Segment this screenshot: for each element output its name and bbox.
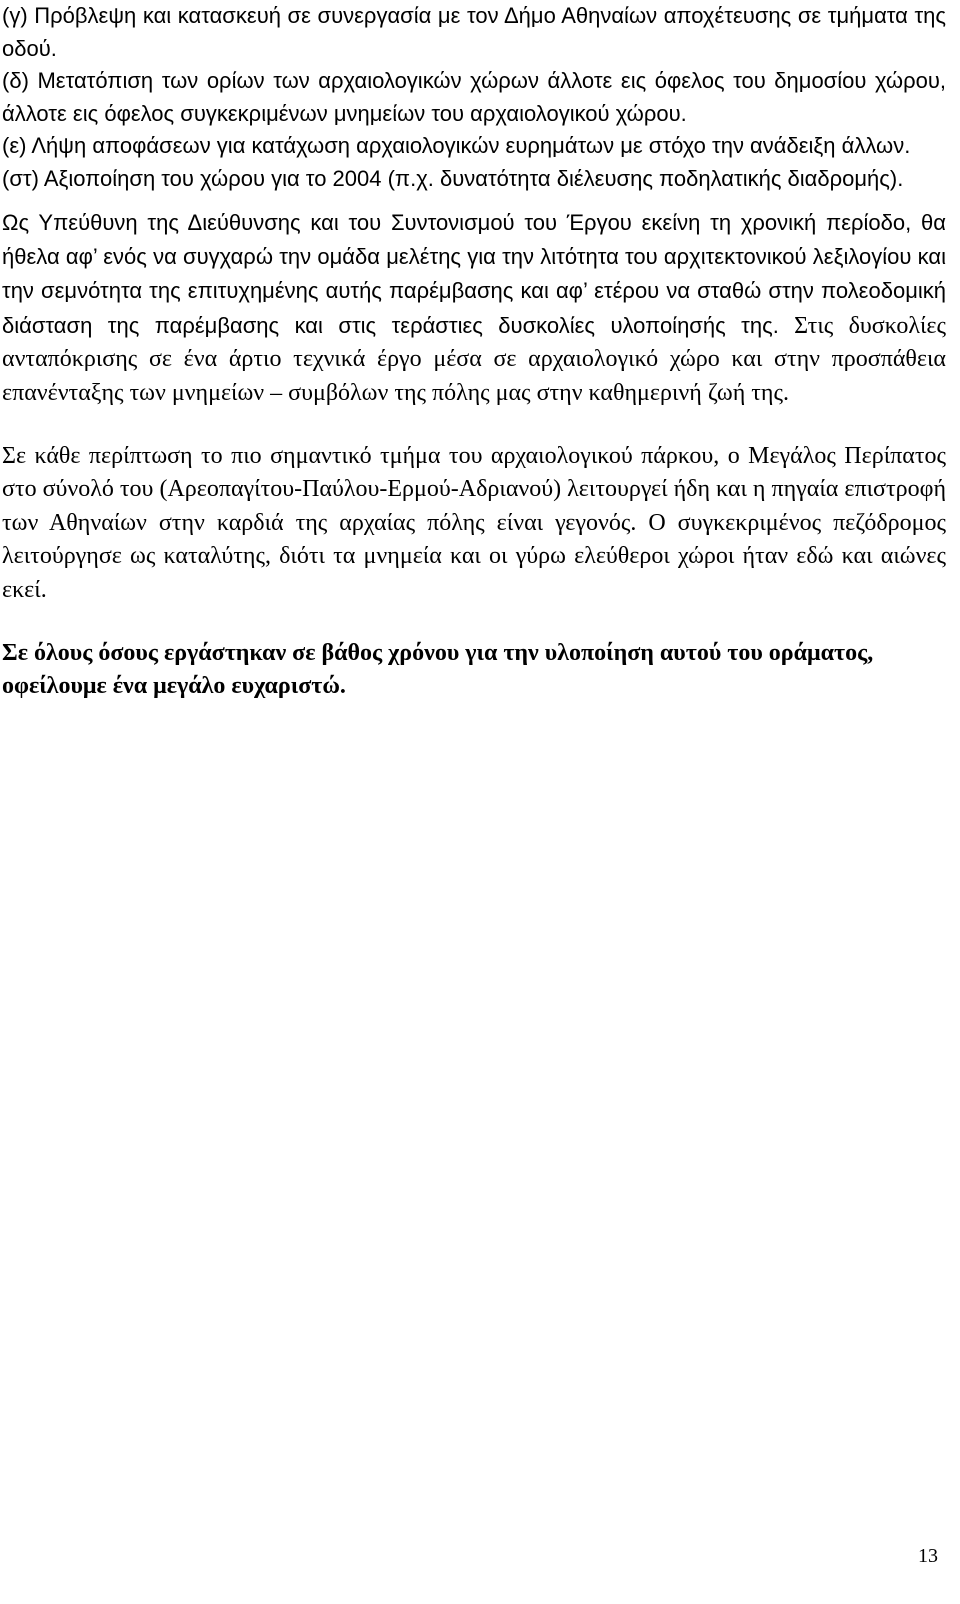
paragraph-acknowledgement: Σε όλους όσους εργάστηκαν σε βάθος χρόνου για την υλοποίηση αυτού του οράματος, οφείλουμε ένα μεγάλο ευχαριστώ. [2, 640, 874, 700]
page-content [0, 0, 946, 704]
paragraph-director-statement-part2: Στις δυσκολίες ανταπόκρισης σε ένα άρτιο τεχνικά έργο μέσα σε αρχαιολογικό χώρο και στην προσπάθεια επανένταξης των μνημείων – συμβόλων της πόλης μας στην καθημερινή ζωή της. [2, 312, 946, 406]
list-item-delta: (δ) Μετατόπιση των ορίων των αρχαιολογικών χώρων άλλοτε εις όφελος του δημοσίου χώρου, άλλοτε εις όφελος συγκεκριμένων μνημείων του αρχαιολογικού χώρου. [2, 68, 946, 126]
paragraph-grand-promenade: Σε κάθε περίπτωση το πιο σημαντικό τμήμα του αρχαιολογικού πάρκου, ο Μεγάλος Περίπατος στο σύνολό του (Αρεοπαγίτου-Παύλου-Ερμού-Αδριανού) λειτουργεί ήδη και η πηγαία επιστροφή των Αθηναίων στην καρδιά της αρχαίας πόλης είναι γεγονός. Ο συγκεκριμένος πεζόδρομος λειτούργησε ως καταλύτης, διότι τα μνημεία και οι γύρω ελεύθεροι χώροι ήταν εδώ και αιώνες εκεί. [2, 443, 946, 603]
measures-list [2, 0, 946, 196]
paragraph-director-statement-part1: Ως Υπεύθυνη της Διεύθυνσης και του Συντονισμού του Έργου εκείνη τη χρονική περίοδο, θα ήθελα αφ’ ενός να συγχαρώ την ομάδα μελέτης για την λιτότητα του αρχιτεκτονικού λεξιλογίου και την σεμνότητα της επιτυχημένης αυτής παρέμβασης και αφ’ ετέρου να σταθώ στην πολεοδομική διάσταση της παρέμβασης και στις τεράστιες δυσκολίες υλοποίησής της. [2, 209, 946, 338]
list-item-epsilon: (ε) Λήψη αποφάσεων για κατάχωση αρχαιολογικών ευρημάτων με στόχο την ανάδειξη άλλων. [2, 133, 911, 159]
list-item-gamma: (γ) Πρόβλεψη και κατασκευή σε συνεργασία με τον Δήμο Αθηναίων αποχέτευσης σε τμήματα της οδού. [2, 3, 946, 61]
paragraph-director-statement [2, 206, 946, 410]
list-item-st: (στ) Αξιοποίηση του χώρου για το 2004 (π.χ. δυνατότητα διέλευσης ποδηλατικής διαδρομής). [2, 165, 904, 191]
page-number: 13 [918, 1545, 938, 1567]
